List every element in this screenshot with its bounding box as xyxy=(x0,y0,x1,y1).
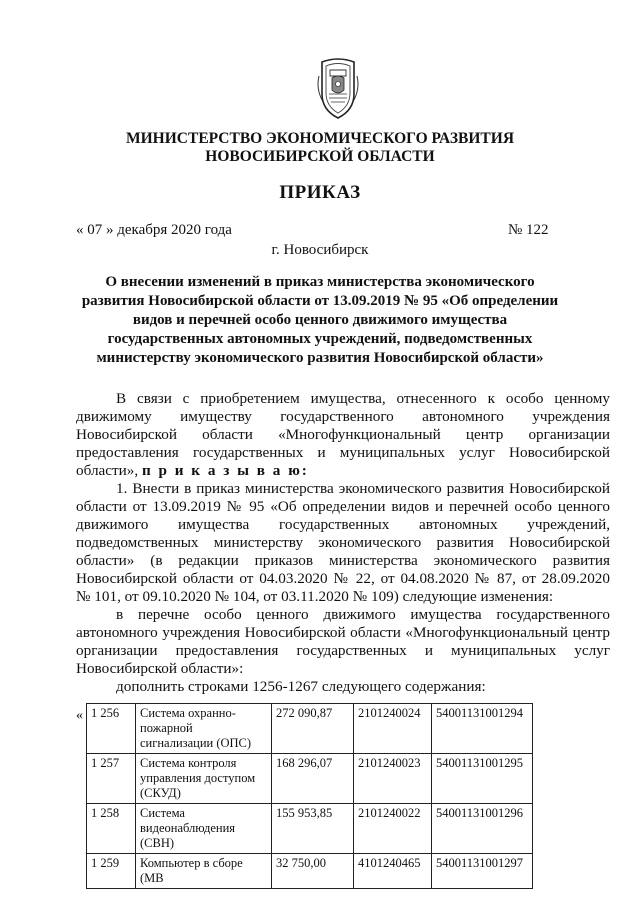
table-row xyxy=(87,854,533,889)
table-cell-code: 2101240023 xyxy=(354,754,432,804)
table-cell-inv: 54001131001294 xyxy=(432,704,533,754)
body-line: движимому имуществу государственного автономного учреждения xyxy=(76,408,610,425)
table-cell-no: 1 259 xyxy=(87,854,136,889)
body-line: области от 13.09.2019 № 95 «Об определении видов и перечней особо ценного xyxy=(76,498,610,515)
table-open-quote: « xyxy=(76,708,83,723)
body-line: организации предоставления государственных и муниципальных услуг xyxy=(76,642,610,659)
body-line: 1. Внести в приказ министерства экономического развития Новосибирской xyxy=(116,480,610,497)
table-cell-cost: 168 296,07 xyxy=(272,754,354,804)
body-line: движимого имущества государственных автономных учреждений, xyxy=(76,516,610,533)
table-row xyxy=(87,804,533,854)
table-cell-no: 1 256 xyxy=(87,704,136,754)
property-table xyxy=(86,703,533,889)
table-cell-no: 1 257 xyxy=(87,754,136,804)
table-cell-name: Система охранно-пожарной сигнализации (ОПС) xyxy=(136,704,272,754)
body-line: В связи с приобретением имущества, отнесенного к особо ценному xyxy=(116,390,610,407)
body-line: Новосибирской области «Многофункциональный центр организации xyxy=(76,426,610,443)
coat-of-arms-icon xyxy=(316,56,360,120)
document-type-title: ПРИКАЗ xyxy=(279,182,361,203)
table-cell-name: Система контроля управления доступом (СКУД) xyxy=(136,754,272,804)
ministry-name-line1: МИНИСТЕРСТВО ЭКОНОМИЧЕСКОГО РАЗВИТИЯ xyxy=(125,130,515,147)
order-subject: О внесении изменений в приказ министерства экономического развития Новосибирской области от 13.09.2019 № 95 «Об определении видов и перечней особо ценного движимого имущества государственных автономных учреждений, подведомственных министерству экономического развития Новосибирской области» xyxy=(81,274,559,366)
order-city: г. Новосибирск xyxy=(271,242,369,258)
table-cell-cost: 155 953,85 xyxy=(272,804,354,854)
body-line: Новосибирской области от 04.03.2020 № 22, от 04.08.2020 № 87, от 28.09.2020 xyxy=(76,570,610,587)
table-cell-cost: 272 090,87 xyxy=(272,704,354,754)
table-cell-code: 2101240022 xyxy=(354,804,432,854)
table-cell-inv: 54001131001297 xyxy=(432,854,533,889)
para1-end: области», xyxy=(76,462,139,479)
decree-word: п р и к а з ы в а ю: xyxy=(141,462,309,479)
table-row xyxy=(87,754,533,804)
table-cell-no: 1 258 xyxy=(87,804,136,854)
body-line-decree xyxy=(76,462,610,480)
table-row xyxy=(87,704,533,754)
table-cell-inv: 54001131001296 xyxy=(432,804,533,854)
body-line: автономного учреждения Новосибирской области «Многофункциональный центр xyxy=(76,624,610,641)
order-date: « 07 » декабря 2020 года xyxy=(76,222,232,238)
body-line: подведомственных министерству экономического развития Новосибирской xyxy=(76,534,610,551)
table-cell-name: Система видеонаблюдения (СВН) xyxy=(136,804,272,854)
body-line: области» (в редакции приказов министерства экономического развития xyxy=(76,552,610,569)
body-line: в перечне особо ценного движимого имущества государственного xyxy=(116,606,610,623)
table-cell-name: Компьютер в сборе (МВ xyxy=(136,854,272,889)
table-cell-code: 2101240024 xyxy=(354,704,432,754)
body-line: дополнить строками 1256-1267 следующего содержания: xyxy=(116,678,486,695)
table-cell-code: 4101240465 xyxy=(354,854,432,889)
body-line: Новосибирской области»: xyxy=(76,660,244,677)
ministry-name-line2: НОВОСИБИРСКОЙ ОБЛАСТИ xyxy=(205,148,435,165)
table-cell-cost: 32 750,00 xyxy=(272,854,354,889)
body-line: № 101, от 09.10.2020 № 104, от 03.11.2020 № 109) следующие изменения: xyxy=(76,588,554,605)
order-number: № 122 xyxy=(508,222,549,238)
table-cell-inv: 54001131001295 xyxy=(432,754,533,804)
body-line: предоставления государственных и муниципальных услуг Новосибирской xyxy=(76,444,610,461)
